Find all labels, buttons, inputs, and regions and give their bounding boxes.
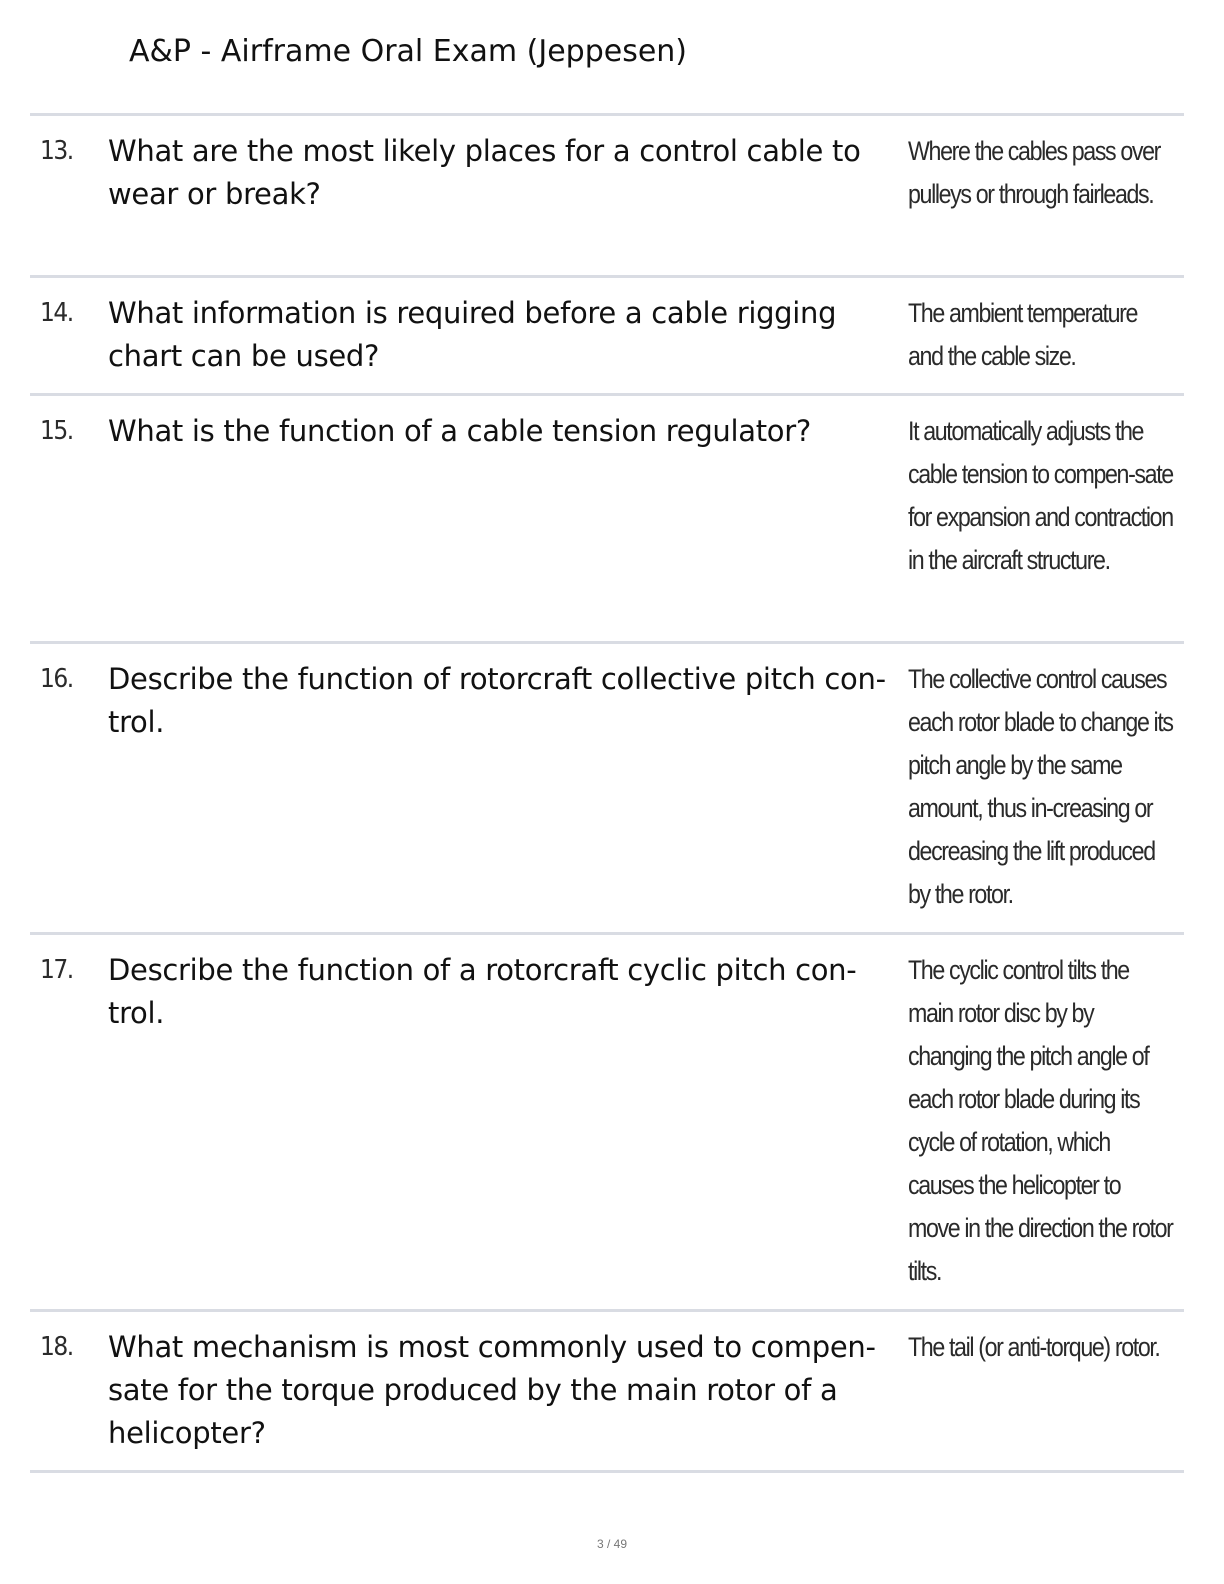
card-answer xyxy=(908,935,1184,1309)
card-answer xyxy=(908,1312,1184,1470)
card-question: What is the function of a cable tension regulator? xyxy=(108,414,811,448)
card-number: 16. xyxy=(40,664,73,694)
card-answer xyxy=(908,644,1184,932)
page-title: A&P - Airframe Oral Exam (Jeppesen) xyxy=(129,34,688,69)
card-question: Describe the function of rotorcraft collective pitch con-trol. xyxy=(108,662,886,739)
card-row xyxy=(30,1312,1184,1473)
card-answer-text: Where the cables pass over pulleys or through fairleads. xyxy=(908,136,1161,209)
card-answer-text: The tail (or anti-torque) rotor. xyxy=(908,1332,1160,1362)
card-row xyxy=(30,935,1184,1312)
card-row xyxy=(30,116,1184,278)
card-row xyxy=(30,396,1184,644)
page-indicator: 3 / 49 xyxy=(596,1537,628,1551)
card-answer xyxy=(908,278,1184,393)
card-question: Describe the function of a rotorcraft cyclic pitch con-trol. xyxy=(108,953,857,1030)
card-answer-text: The cyclic control tilts the main rotor disc by by changing the pitch angle of each rotor blade during its cycle of rotation, which causes the helicopter to move in the direction the rotor tilts. xyxy=(908,955,1173,1286)
card-question: What are the most likely places for a control cable to wear or break? xyxy=(108,134,861,211)
card-number: 17. xyxy=(40,955,73,985)
card-number: 18. xyxy=(40,1332,73,1362)
card-answer xyxy=(908,116,1184,275)
card-number: 13. xyxy=(40,136,73,166)
card-question: What information is required before a cable rigging chart can be used? xyxy=(108,296,837,373)
card-row xyxy=(30,278,1184,396)
card-row xyxy=(30,644,1184,935)
card-question: What mechanism is most commonly used to compen-sate for the torque produced by the main rotor of a helicopter? xyxy=(108,1330,876,1450)
card-answer-text: It automatically adjusts the cable tension to compen-sate for expansion and contraction in the aircraft structure. xyxy=(908,416,1173,575)
flashcard-list xyxy=(30,113,1184,1473)
card-number: 15. xyxy=(40,416,73,446)
card-answer-text: The ambient temperature and the cable size. xyxy=(908,298,1138,371)
card-answer-text: The collective control causes each rotor blade to change its pitch angle by the same amount, thus in-creasing or decreasing the lift produced by the rotor. xyxy=(908,664,1173,909)
card-answer xyxy=(908,396,1184,641)
card-number: 14. xyxy=(40,298,73,328)
